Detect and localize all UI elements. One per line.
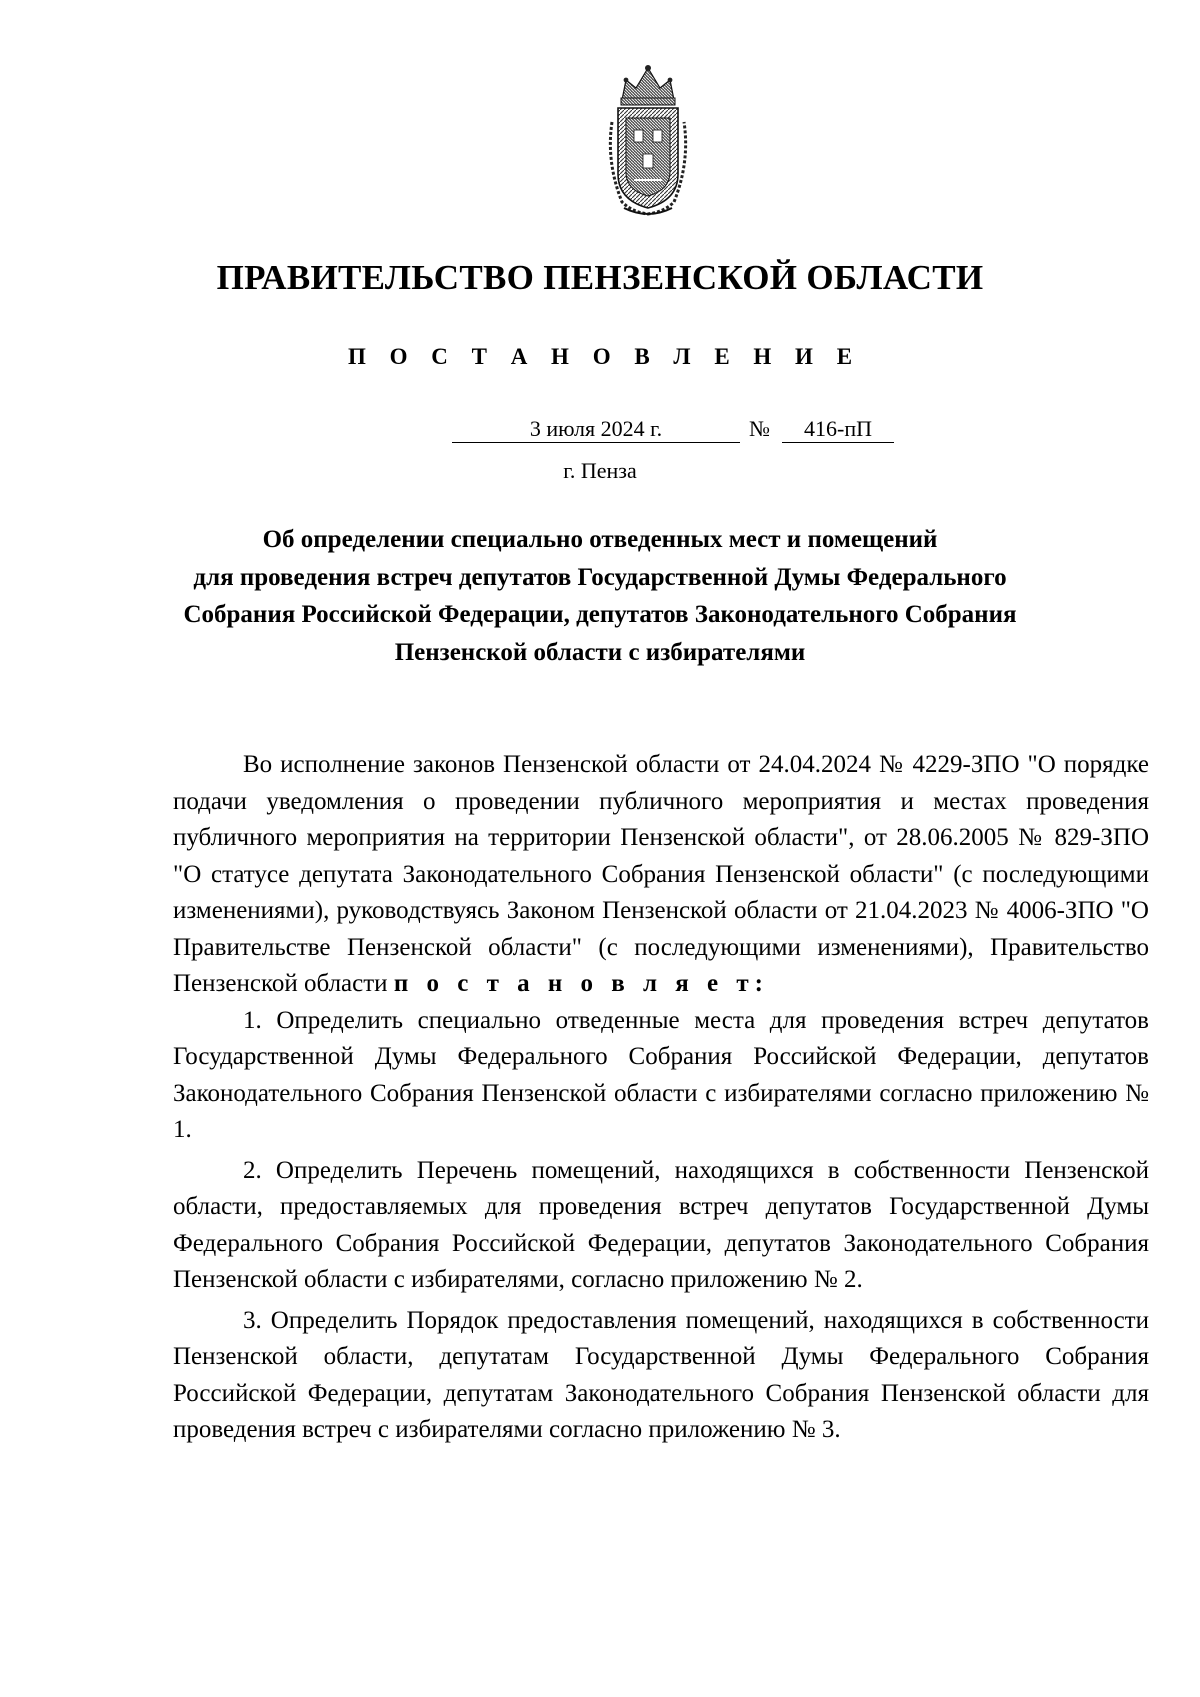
subject-line: для проведения встреч депутатов Государственной Думы Федерального (193, 563, 1007, 591)
subject-line: Собрания Российской Федерации, депутатов Законодательного Собрания (183, 601, 1017, 628)
issue-city: г. Пенза (563, 458, 637, 483)
number-sign: № (749, 416, 770, 441)
resolution-item: 3. Определить Порядок предоставления помещений, находящихся в собственности Пензенской области, депутатам Государственной Думы Федерального Собрания Российской Федерации, депутатам Законодательного Собрания Пензенской области для проведения встреч с избирателями согласно приложению № 3. (173, 1306, 1149, 1443)
document-type: П О С Т А Н О В Л Е Н И Е (347, 344, 862, 369)
resolution-item: 1. Определить специально отведенные места для проведения встреч депутатов Государственной Думы Федерального Собрания Российской Федерации, депутатов Законодательного Собрания Пензенской области с избирателями согласно приложению № 1. (173, 1006, 1149, 1143)
government-title: ПРАВИТЕЛЬСТВО ПЕНЗЕНСКОЙ ОБЛАСТИ (216, 258, 984, 297)
subject-line: Пензенской области с избирателями (394, 638, 806, 666)
document-number: 416-пП (782, 416, 894, 443)
decree-word: п о с т а н о в л я е т: (393, 970, 770, 997)
penza-coat-of-arms-emblem (604, 62, 692, 220)
document-body (173, 747, 1149, 1449)
resolution-item: 2. Определить Перечень помещений, находящихся в собственности Пензенской области, предоставляемых для проведения встреч депутатов Государственной Думы Федерального Собрания Российской Федерации, депутатов Законодательного Собрания Пензенской области с избирателями, согласно приложению № 2. (173, 1156, 1149, 1293)
document-subject (100, 521, 1100, 671)
document-date: 3 июля 2024 г. (452, 416, 740, 443)
preamble-paragraph (173, 747, 1149, 1003)
subject-line: Об определении специально отведенных мест и помещений (262, 526, 938, 553)
preamble-text: Во исполнение законов Пензенской области от 24.04.2024 № 4229-ЗПО "О порядке подачи уведомления о проведении публичного мероприятия и местах проведения публичного мероприятия на территории Пензенской области", от 28.06.2005 № 829-ЗПО "О статусе депутата Законодательного Собрания Пензенской области" (с последующими изменениями), руководствуясь Законом Пензенской области от 21.04.2023 № 4006-ЗПО "О Правительстве Пензенской области" (с последующими изменениями), Правительство Пензенской области (173, 751, 1149, 997)
